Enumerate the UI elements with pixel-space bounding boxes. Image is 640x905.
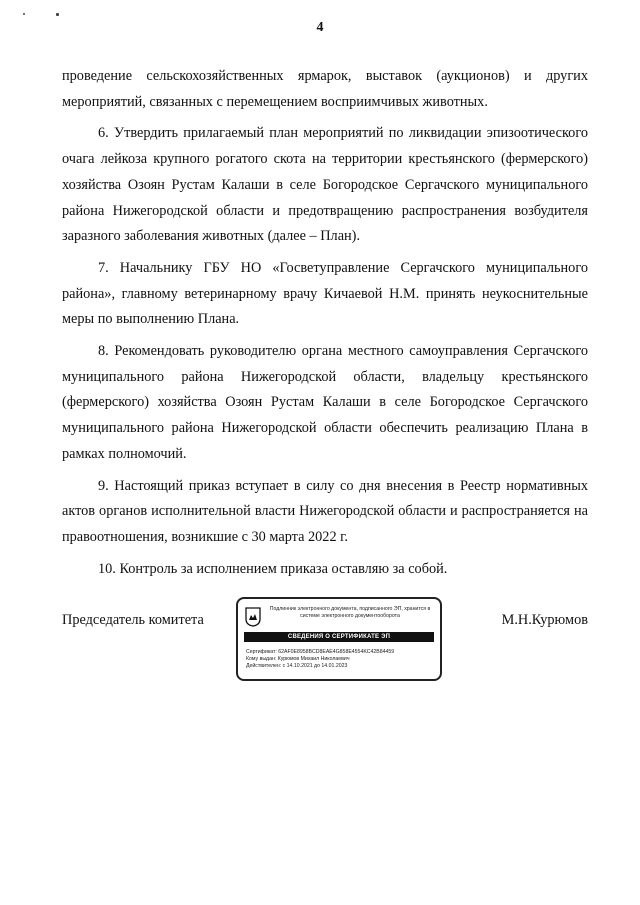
signatory-title: Председатель комитета [62,612,204,628]
stamp-details [246,649,438,670]
coat-of-arms-icon [245,607,261,627]
scan-mark [23,13,25,15]
paragraph: 6. Утвердить прилагаемый план мероприятий по ликвидации эпизоотического очага лейкоза крупного рогатого скота на территории крестьянского (фермерского) хозяйства Озоян Рустам Калаши в селе Богородское Сергачского муниципального района Нижегородской области и предотвращению распространения возбудителя заразного заболевания животных (далее – План). [62,125,588,245]
paragraph: 8. Рекомендовать руководителю органа местного самоуправления Сергачского муниципального района Нижегородской области, владельцу крестьянского (фермерского) хозяйства Озоян Рустам Калаши в селе Богородское Сергачского муниципального района Нижегородской области обеспечить реализацию Плана в рамках полномочий. [62,343,588,462]
paragraph: 10. Контроль за исполнением приказа оставляю за собой. [98,560,448,577]
document-body [62,64,588,582]
stamp-notice: Подлинник электронного документа, подписанного ЭП, хранится в системе электронного документооборота [269,606,431,619]
certificate-validity: Действителен: с 14.10.2021 до 14.01.2023 [246,663,348,669]
signatory-name: М.Н.Курюмов [501,612,588,628]
scan-mark [56,13,59,16]
stamp-header: СВЕДЕНИЯ О СЕРТИФИКАТЕ ЭП [244,632,434,642]
certificate-owner: Кому выдан: Курюмов Михаил Николаевич [246,656,350,662]
electronic-signature-stamp [236,597,442,681]
page-number: 4 [316,20,324,35]
paragraph: 9. Настоящий приказ вступает в силу со дня внесения в Реестр нормативных актов органов исполнительной власти Нижегородской области и распространяется на правоотношения, возникшие с 30 марта 2022 г. [62,477,588,545]
paragraph: 7. Начальнику ГБУ НО «Госветуправление Сергачского муниципального района», главному ветеринарному врачу Кичаевой Н.М. принять неукоснительные меры по выполнению Плана. [62,259,588,328]
paragraph: проведение сельскохозяйственных ярмарок, выставок (аукционов) и других мероприятий, связанных с перемещением восприимчивых животных. [62,68,588,110]
certificate-number: Сертификат: 62AF0E8958BCD8EAE4G858E4554KC42B84459 [246,649,395,655]
